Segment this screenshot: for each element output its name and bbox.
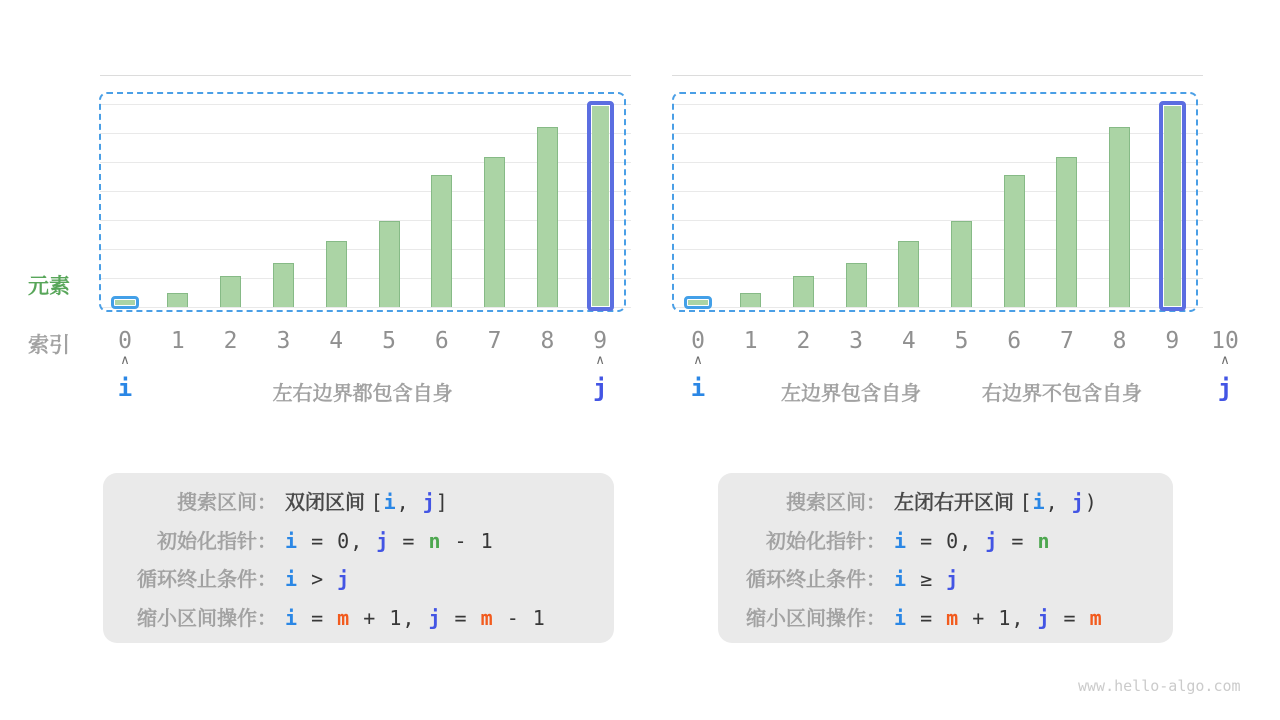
array-element-bar [379,221,400,307]
code-token: - 1 [493,605,546,630]
code-token: j [422,490,436,514]
array-element-bar [793,276,814,307]
code-token: - 1 [441,528,494,553]
info-row-content [894,606,1103,630]
code-token: m [1089,605,1103,630]
index-tick-label: 10 [1211,328,1239,354]
code-token: + 1, [350,605,429,630]
index-tick-label: 5 [954,328,969,354]
info-row [103,602,614,641]
array-element-bar [951,221,972,307]
annotation-row [720,379,1203,403]
index-tick-label: 5 [382,328,396,354]
closed-interval-chart [100,0,631,430]
array-element-bar [326,241,347,307]
array-element-bar [1109,127,1130,307]
boundary-annotation: 右边界不包含自身 [982,382,1142,405]
code-token: i [285,567,299,591]
code-token: j [376,528,390,553]
index-tick-label: 7 [1059,328,1074,354]
code-token: j [1037,605,1051,630]
code-token: m [337,605,351,630]
left-closed-right-open-info-box [718,473,1173,643]
code-token: = 0, [907,528,986,553]
array-element-bar [898,241,919,307]
index-tick-label: 9 [593,328,608,354]
info-row-content [285,567,350,591]
pointer-i-label: i [690,374,706,402]
array-element-bar [220,276,241,307]
code-token: j [946,567,960,591]
start-element-highlight [111,296,139,309]
code-token: i [285,528,299,553]
code-token: = [389,528,429,553]
index-tick-label: 0 [118,328,132,354]
info-row [103,563,614,602]
code-token: , [396,490,423,514]
code-token: 双闭区间 [285,492,371,514]
info-row-label: 循环终止条件： [137,569,277,591]
code-token: [ [1019,490,1033,514]
array-element-bar [431,175,452,307]
code-token: i [1032,490,1046,514]
code-token: ] [435,490,449,514]
info-row-label: 初始化指针： [157,530,277,553]
index-tick-label: 9 [1165,328,1180,354]
elements-axis-label: 元素 [28,275,70,298]
index-tick-label: 4 [329,328,344,354]
array-element-bar [688,300,708,305]
start-element-highlight [684,296,712,309]
code-token: n [1037,528,1051,553]
info-row [103,525,614,564]
closed-interval-info-box [103,473,614,643]
watermark: www.hello-algo.com [1078,677,1241,695]
index-tick-label: 8 [1112,328,1127,354]
info-row [718,563,1173,602]
info-row-label: 初始化指针： [766,530,886,553]
code-token: j [1071,490,1085,514]
array-element-bar [167,293,188,307]
array-element-bar [537,127,558,307]
code-token: j [985,528,999,553]
array-element-bar [740,293,761,307]
index-tick-label: 1 [170,328,185,354]
code-token: i [894,605,908,630]
info-row-content [285,529,494,553]
left-closed-right-open-chart [672,0,1239,430]
index-tick-label: 3 [276,328,291,354]
array-element-bar [1004,175,1025,307]
code-token: = [441,605,481,630]
pointer-j-label: j [1217,374,1233,402]
code-token: = [298,605,338,630]
code-token: ) [1084,490,1098,514]
pointer-j-label: j [592,374,608,402]
info-row-content [894,486,1098,515]
code-token: [ [370,490,384,514]
code-token: i [894,528,908,553]
info-row-label: 缩小区间操作： [137,607,277,630]
pointer-caret-icon: ∧ [120,353,130,368]
code-token: + 1, [959,605,1038,630]
index-tick-label: 1 [743,328,758,354]
pointer-caret-icon: ∧ [1220,353,1230,368]
array-element-bar [115,300,135,305]
index-tick-label: 2 [796,328,811,354]
pointer-i-label: i [117,374,133,402]
index-axis-label: 索引 [28,334,70,357]
index-tick-label: 6 [1007,328,1022,354]
info-row-content [894,567,959,591]
array-element-bar [846,263,867,307]
info-row-content [894,529,1051,553]
code-token: j [428,605,442,630]
info-row-content [285,486,449,515]
index-tick-label: 3 [849,328,864,354]
code-token: ≥ [907,567,947,591]
index-tick-label: 6 [434,328,449,354]
array-element-bar [592,106,609,306]
index-tick-label: 8 [540,328,555,354]
boundary-annotation: 左边界包含自身 [781,382,921,405]
code-token: 左闭右开区间 [894,492,1020,514]
index-tick-label: 7 [487,328,502,354]
code-token: m [946,605,960,630]
code-token: = [907,605,947,630]
end-element-highlight [587,101,614,311]
gridline [672,75,1203,76]
gridline [100,75,631,76]
index-tick-label: 4 [901,328,916,354]
code-token: = 0, [298,528,377,553]
info-row-label: 搜索区间： [177,492,277,514]
info-row [103,486,614,525]
boundary-annotation: 左右边界都包含自身 [272,382,453,405]
info-row-label: 搜索区间： [786,492,886,514]
info-row-label: 缩小区间操作： [746,607,886,630]
code-token: = [998,528,1038,553]
code-token: m [480,605,494,630]
array-element-bar [1056,157,1077,307]
pointer-caret-icon: ∧ [693,353,703,368]
code-token: i [894,567,908,591]
index-tick-label: 2 [223,328,238,354]
annotation-row [147,379,578,403]
array-element-bar [273,263,294,307]
code-token: j [337,567,351,591]
code-token: > [298,567,338,591]
info-row [718,525,1173,564]
code-token: i [383,490,397,514]
array-element-bar [484,157,505,307]
info-row [718,602,1173,641]
info-row-content [285,606,546,630]
pointer-caret-icon: ∧ [595,353,605,368]
info-row-label: 循环终止条件： [746,569,886,591]
end-element-highlight [1159,101,1186,311]
code-token: , [1045,490,1072,514]
code-token: n [428,528,442,553]
code-token: = [1050,605,1090,630]
index-tick-label: 0 [691,328,705,354]
array-element-bar [1164,106,1181,306]
code-token: i [285,605,299,630]
info-row [718,486,1173,525]
